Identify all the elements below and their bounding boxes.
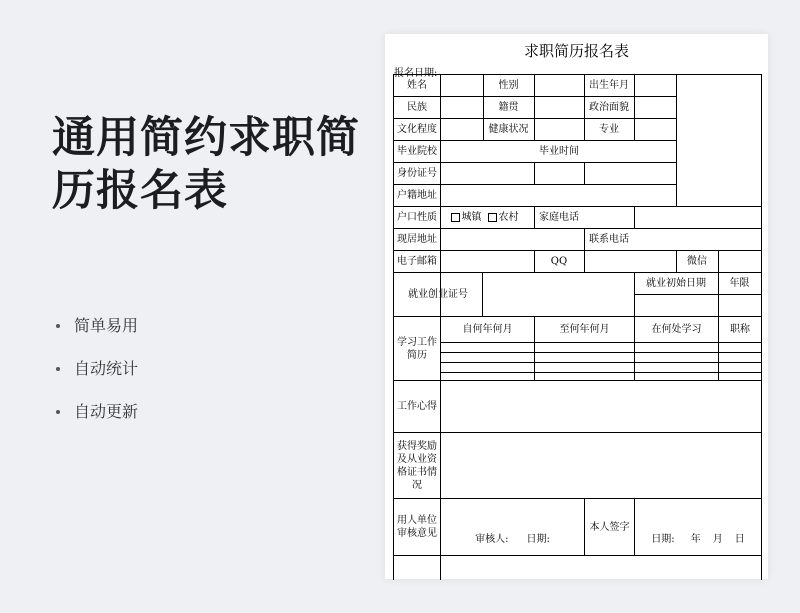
gender-field[interactable] [535,75,584,96]
birth-field[interactable] [635,75,676,96]
sign-date-label: 日期: [651,533,675,545]
name-label: 姓名 [407,80,427,91]
reviewer-date-line [441,529,584,549]
native-place-label: 籍贯 [498,102,519,113]
from-date-header: 自何年何月 [462,324,513,335]
ethnicity-label: 民族 [407,102,427,113]
to-date-header: 至何年何月 [559,324,610,335]
current-address-label: 现居地址 [397,234,437,245]
promo-title [52,112,360,218]
month-label: 月 [712,533,723,545]
form-document [385,34,768,579]
study-work-history-label: 学习工作简历 [397,336,437,361]
hukou-type-options [441,207,534,228]
school-label: 毕业院校 [397,146,437,157]
employer-opinion-label: 用人单位审核意见 [397,515,437,539]
form-table [393,74,762,580]
health-label: 健康状况 [488,124,529,135]
photo-area[interactable] [677,75,761,206]
reviewer-label: 审核人: [475,533,509,545]
contact-phone-label: 联系电话 [589,234,629,245]
work-experience-field[interactable] [441,381,761,432]
gender-label: 性别 [498,80,519,91]
urban-option-label: 城镇 [461,212,482,223]
name-field[interactable] [441,75,483,96]
work-experience-label: 工作心得 [397,401,437,412]
rural-option-label: 农村 [498,212,519,223]
awards-field[interactable] [441,433,761,498]
wechat-label: 微信 [687,256,707,267]
where-study-header: 在何处学习 [651,324,702,335]
feature-item: 自动更新 [52,398,138,441]
position-header: 职称 [730,324,750,335]
checkbox-icon [451,213,460,222]
hukou-address-label: 户籍地址 [397,190,437,201]
major-label: 专业 [599,124,619,135]
promo-title-line-2: 历报名表 [52,166,228,216]
employment-cert-label: 就业创业证号 [408,289,468,300]
checkbox-icon [488,213,497,222]
education-label: 文化程度 [397,124,437,135]
id-number-label: 身份证号 [397,168,437,179]
feature-item: 自动统计 [52,355,138,398]
feature-list [52,312,138,441]
feature-item: 简单易用 [52,312,138,355]
home-phone-label: 家庭电话 [539,212,579,223]
year-label: 年 [690,533,701,545]
birth-label: 出生年月 [589,80,629,91]
hukou-type-label: 户口性质 [397,212,437,223]
awards-label: 获得奖励及从业资格证书情况 [397,440,437,491]
day-label: 日 [734,533,745,545]
sign-date-line [635,529,761,549]
promo-title-line-1: 通用简约求职简 [52,113,360,163]
review-date-label: 日期: [526,533,550,545]
first-employment-date-label: 就业初始日期 [646,278,706,289]
urban-checkbox[interactable] [451,211,482,224]
grad-time-label: 毕业时间 [539,146,579,157]
registration-date-label: 报名日期: [394,68,438,79]
years-label: 年限 [729,278,750,289]
email-label: 电子邮箱 [397,256,437,267]
rural-checkbox[interactable] [488,211,519,224]
self-sign-label: 本人签字 [589,521,630,533]
qq-label: QQ [550,256,568,267]
political-status-label: 政治面貌 [589,102,629,113]
form-title: 求职简历报名表 [523,42,629,60]
